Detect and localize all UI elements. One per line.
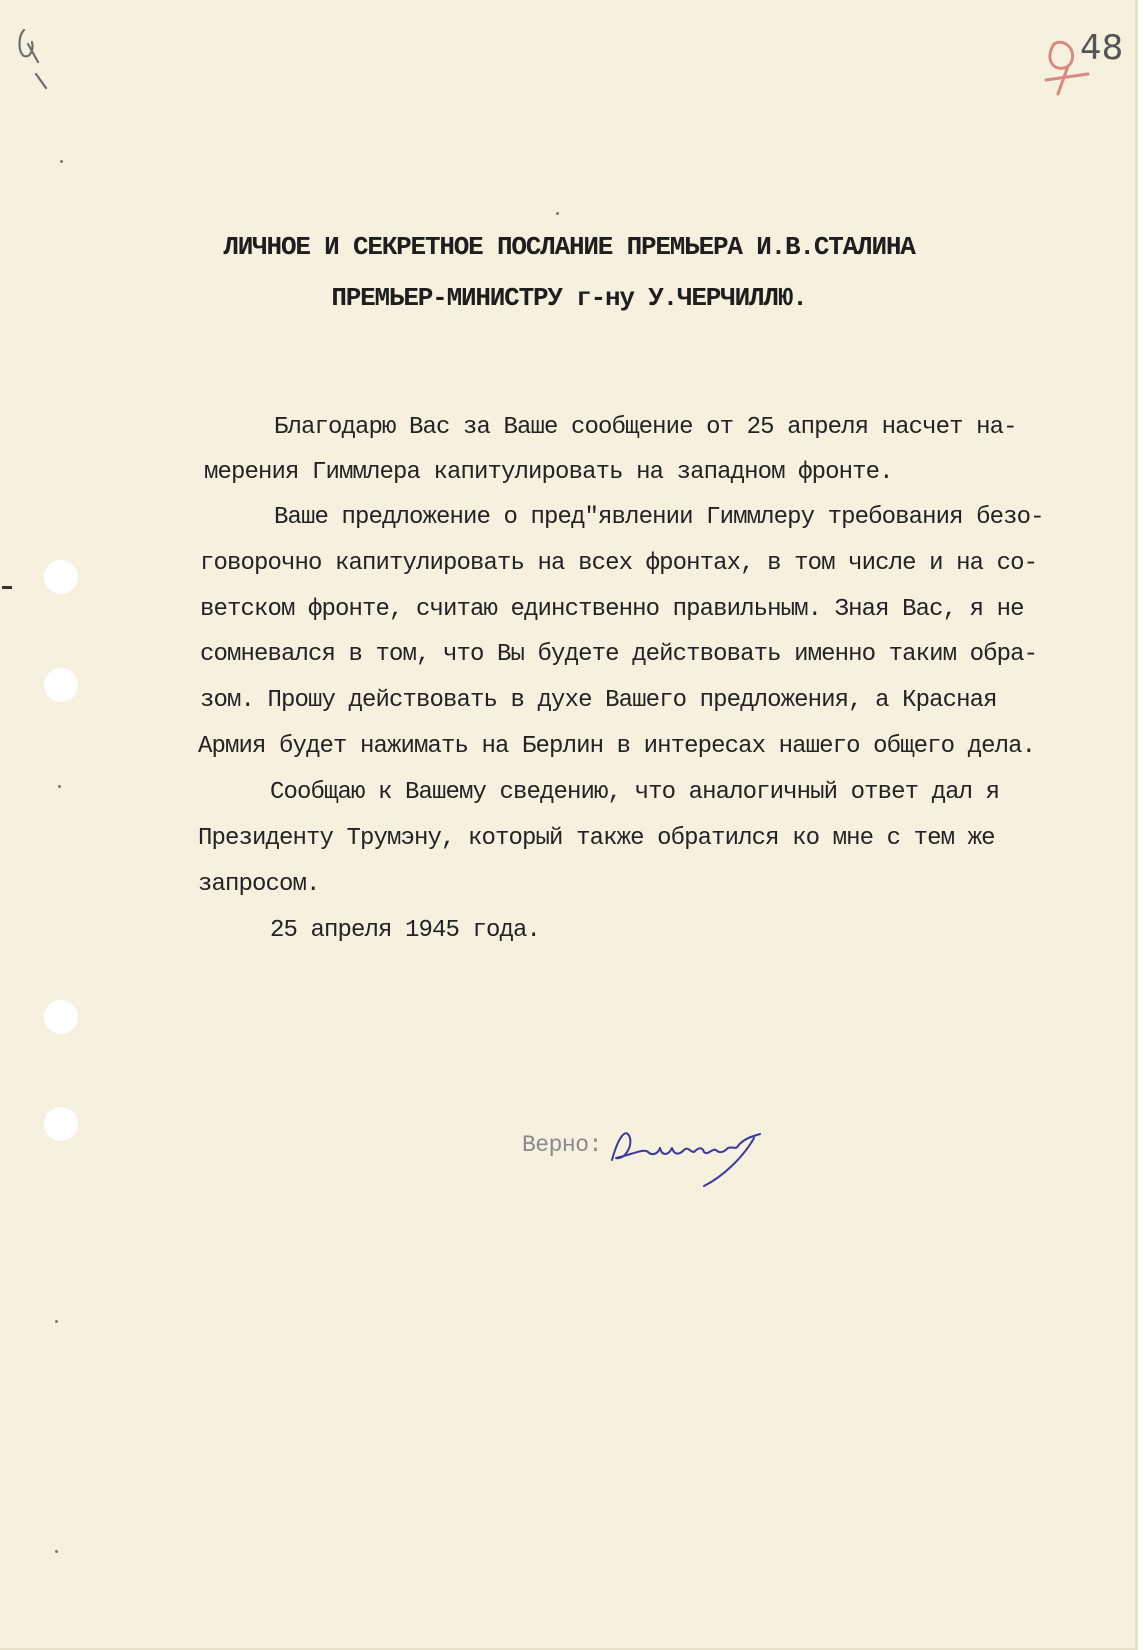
body-line: ветском фронте, считаю единственно правильным. Зная Вас, я не xyxy=(200,596,1024,623)
body-line: Армия будет нажимать на Берлин в интересах нашего общего дела. xyxy=(198,733,1036,760)
punch-hole xyxy=(44,668,78,702)
body-line: запросом. xyxy=(198,871,320,898)
paper-speck xyxy=(55,1320,58,1323)
certified-label: Верно: xyxy=(522,1132,602,1158)
body-line: Сообщаю к Вашему сведению, что аналогичный ответ дал я xyxy=(270,779,1000,806)
body-line: Президенту Трумэну, который также обратился ко мне с тем же xyxy=(198,825,995,852)
body-line: Благодарю Вас за Ваше сообщение от 25 апреля насчет на- xyxy=(274,414,1017,441)
document-title-line-1: ЛИЧНОЕ И СЕКРЕТНОЕ ПОСЛАНИЕ ПРЕМЬЕРА И.В.СТАЛИНА xyxy=(223,232,915,262)
body-line: говорочно капитулировать на всех фронтах, в том числе и на со- xyxy=(200,550,1038,577)
page-number: 48 xyxy=(1080,28,1124,68)
paper-speck xyxy=(60,160,63,163)
margin-tick-mark xyxy=(2,586,12,589)
paper-speck xyxy=(55,1550,58,1553)
body-line: зом. Прошу действовать в духе Вашего предложения, а Красная xyxy=(200,687,997,714)
body-line: мерения Гиммлера капитулировать на западном фронте. xyxy=(204,459,893,486)
pencil-archive-mark xyxy=(14,22,54,92)
body-line: Ваше предложение о пред"явлении Гиммлеру требования безо- xyxy=(274,504,1044,531)
punch-hole xyxy=(44,1000,78,1034)
date-line: 25 апреля 1945 года. xyxy=(270,917,541,944)
paper-speck xyxy=(58,785,61,788)
paper-speck xyxy=(556,212,559,215)
punch-hole xyxy=(44,1107,78,1141)
handwritten-signature xyxy=(604,1108,774,1188)
body-line: сомневался в том, что Вы будете действовать именно таким обра- xyxy=(200,641,1038,668)
document-title-line-2: ПРЕМЬЕР-МИНИСТРУ г-ну У.ЧЕРЧИЛЛЮ. xyxy=(331,283,807,313)
punch-hole xyxy=(44,560,78,594)
